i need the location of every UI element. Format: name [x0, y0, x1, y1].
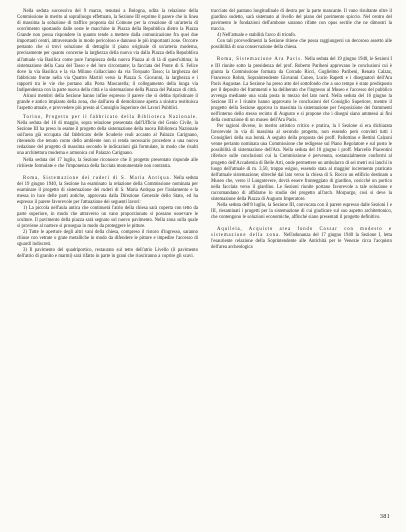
- paragraph: 3) Il pavimento del quadriportico, restaurato sul tetto dell'atrio Livello (il pavimento dell'atrio di granito e marmi) sarà rifatto in parte in grani che riusciranno a coprire gli scavi.: [17, 248, 198, 260]
- left-column: [17, 9, 198, 261]
- section-heading: Aquileia, Acquisto area fondo Cossar con modesto e sistemazione della zona.: [211, 227, 392, 239]
- paragraph: Nella seduta successiva del 9 marzo, tenutasi a Bologna, udita la relazione della Commissione in merito al sopralluogo effettuato, la Sezione III esprime il parere che in linea di massima la soluzione di traffico proposta dal Comune per la creazione di un'arteria di scorrimento spostando dalle soste le macchine in Piazza della Repubblica dietro la Piazza Grande non possa rispondere in quanto tende a mettere dalla comunicazione fra quei due importanti centri, attraversando in modo pericoloso e dannoso le più importanti zone. Occorre pertanto che si trovi soluzione di dettaglio il piano originale di un'arteria moderna, precisamente per quanto concerne la larghezza della nuova via dalla Piazza della Repubblica all'attuale via Basilica come pure l'ampiezza della nuova Piazza al di là di quest'ultima; la sistemazione della Casa del Tasso e del loro circostante; la facciata del Ponte di S. Felice dove la via Basilica e la via Milano s'allacciano da via Torquato Tasso; la larghezza del fabbricato fronte nella via Quattro Martiri verso la Piazza S. Giovanni, la larghezza e i rapporti tra le vie che portano alla Porta Mascarella; il collegamento della lunga via Indipendenza con la parte nuova della città e la sistemazione della Piazza del Palazzo di città.: [17, 9, 198, 93]
- text-columns: [17, 9, 392, 261]
- paragraph: 4) Nell'attuale e stabilità l'arco di trionfo.: [217, 33, 297, 39]
- section-paragraph: [17, 176, 198, 206]
- paragraph: Con tali provvedimenti la Sezione ritiene che possa raggiungersi un decoroso assetto alle possibilità di una conservazione della chiesa.: [211, 39, 392, 51]
- section-text: Nella seduta del 16 di maggio, sopra relazione presentata dall'Ufficio del Genio Civile, la Sezione III ha preso in esame il progetto della sistemazione della nuova Biblioteca Nazionale sull'area già occupata dal fabbricato delle Scuderie reali accanto al Palazzo Carignano, ritenendo che tenuto conto dello ambiente non si renda necessario procedere a una nuova redazione del progetto di massima secondo le indicazioni già formulate, in modo che risulti una architettura moderna e armonica col Palazzo Carignano.: [17, 121, 198, 157]
- paragraph: Nella seduta del 17 luglio, la Sezione riconosce che il progetto presentato risponde alle richieste formulate e che l'imponenza della facciata monumentale non contrasta.: [17, 157, 198, 169]
- section-text: Nella seduta del 19 giugno 1940, le Sezioni I e III riunite sotto la presidenza del prof. Roberto Paribeni approvano le conclusioni cui è giunta la Commissione formata da Corrado Ricci, Guglielmo Paribeni, Renato Calzaz, Francesco Rohm, Sopraintendente Giovanni Cuneo, Lucio Rapetti e i disegnatori dell'Ara Pacis Augustae. La Sezione ha preso atto del sottofondo che a suo tempo è stato predisposto per il deposito dei frammenti e ha deliberato che l'ingresso al Museo e l'accesso del pubblico avvenga mediante una scala posta in mezzo del lato nord. Nella seduta del 16 giugno la Sezione III e I riunite hanno approvato le conclusioni del Consiglio Superiore, mentre il progetto della Sezione approva in massima la sistemazione per l'esposizione dei frammenti nell'interno dello stesso recinto di Augusto e si propone che i disegni siano ammessi ai fini della costruzione di un museo dell'Ara Pacis.: [211, 57, 392, 124]
- paragraph: Per ragioni diverse, in merito artistico critico e pratica, la I Sezione si era dichiarata favorevole in via di massima al secondo progetto, non essendo però convinti tutti i Consiglieri della sua bontà. A seguito della proposta dei proff. Pallottino e Bettini Calzoni venne pertanto nominata una Commissione che redigesse sul Piano Regolatore e sul posto le possibilità di sistemazione dell'Ara. Nella seduta del 10 giugno i proff. Marcello Piacentini riferisce sulle conclusioni cui la Commissione è pervenuta, sostanzialmente conformi al progetto dell'Accademia di Belle Arti, onde permettere un ambulacro di sei metri sui lanchi in luogo dell'attuale di m. 3,50, troppo esiguo, essendo stata al maggior incremento praticato dell'attuale sistemazione; oltreché dal lato verso la chiesa di S. Rocco un edificio destinato a Museo che, verso il Lungotevere, dovrà essere fronteggiato di giardino, cosicché un portico nella facciata verso il giardino. Le Sezioni riunite portano favorevole a tale soluzione e raccomandano di affidarne lo studio del progetto all'arch. Morpurgo, così si deve la sistemazione della Piazza di Augusto Imperatore.: [211, 124, 392, 202]
- section-text: Nell'adunanza del 17 giugno 1940 la Sezione I, letta l'esauriente relazione della Soprintendente alle Antichità per le Venezie circa l'acquisto dell'area archeologica: [211, 233, 392, 251]
- paragraph: 2) Tutte le aperture degli altri vani della chiesa, compreso il ristoro d'ingresso, saranno chiuse con vetrate o grate metalliche in modo da difendere le pitture e impedire l'accesso di sguardi indiscreti.: [17, 230, 198, 248]
- section-paragraph: [17, 115, 198, 157]
- section-heading: Torino, Progetto per il fabbricato della Biblioteca Nazionale.: [23, 115, 198, 121]
- section-paragraph: [211, 227, 392, 251]
- paragraph: tracciato del pantano longitudinale di destra per la parte mancante. Il vano risultante oltre il giardino sudetto, sarà sistemato al livello del piano del pavimento spiccio. Nel centro del pavimento le fondazioni dell'ambone saranno rifatte con opus sectile che ne dimostri la traccia.: [211, 9, 392, 33]
- paragraph: Nella seduta dell'8 luglio, la Sezione III, convocata con il parere espresso dalle Sezioni I e III, riesaminati i progetti per la sistemazione di cui giudicare sul suo aspetto architettonico, che contengono le soluzioni economiche, affinché siano presentati il progetto definitivo.: [211, 202, 392, 221]
- section-heading: Roma, Sistemazione dei ruderi di S. Maria Antiqua.: [23, 175, 172, 181]
- section-text: Nella seduta del 19 giugno 1940, la Sezione ha esaminato la relazione della Commissione nominata per esaminare il progetto di sistemazione dei ruderi di S. Maria Antiqua per l'isolamento e la messa in luce delle parti antiche, approvata dalla Direzione Generale dello Stato, ed ha espresso il parere favorevole per l'attuazione dei seguenti lavori:: [17, 175, 198, 205]
- right-column: [211, 9, 392, 261]
- page-number: 381: [379, 513, 390, 520]
- section-paragraph: [211, 57, 392, 124]
- paragraph: Alcuni membri della Sezione hanno infine espresso il parere che si debba ripristinare il grande e antico impianto della zona, che dall'area di demolizione aperta a sinistra restituisca l'aspetto attuale, e provvedere più presto al Consiglio Superiore dei Lavori Pubblici.: [17, 93, 198, 111]
- paragraph: 1) La piccola nell'aula antica che continuerà l'atrio della chiesa sarà coperta con tetto da parte superiore, in modo che attraverso un vano proporzionato si possano osservare le sculture. Il pavimento della piazza sarà segnato sul nuovo pavimento. Nella zona sulla quale si proviene al nartece si prosegua in modo da proteggere le pitture.: [17, 205, 198, 230]
- section-heading: Roma, Sistemazione Ara Pacis.: [217, 57, 304, 63]
